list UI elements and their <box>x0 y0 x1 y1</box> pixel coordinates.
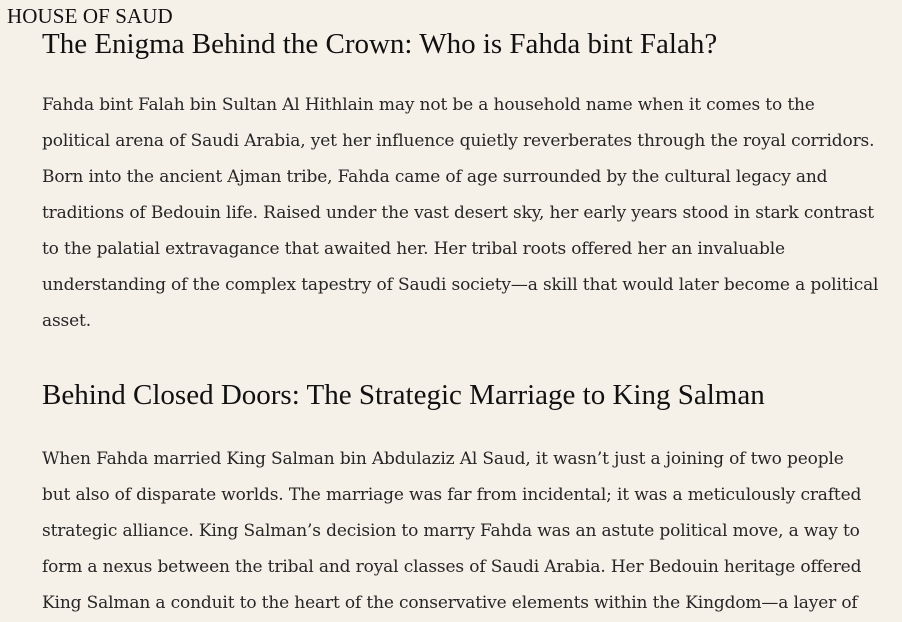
section-heading: Behind Closed Doors: The Strategic Marriage to King Salman <box>42 379 765 411</box>
paragraph-line: understanding of the complex tapestry of Saudi society—a skill that would later become a political <box>42 275 879 295</box>
article-body <box>42 26 902 621</box>
section-paragraph <box>42 441 902 621</box>
paragraph-line: Fahda bint Falah bin Sultan Al Hithlain may not be a household name when it comes to the <box>42 95 815 115</box>
paragraph-line: to the palatial extravagance that awaited her. Her tribal roots offered her an invaluable <box>42 239 785 259</box>
site-brand[interactable]: HOUSE OF SAUD <box>7 4 173 28</box>
paragraph-line: but also of disparate worlds. The marriage was far from incidental; it was a meticulously crafted <box>42 485 862 505</box>
paragraph-line: asset. <box>42 311 91 331</box>
paragraph-line: strategic alliance. King Salman’s decision to marry Fahda was an astute political move, a way to <box>42 521 860 541</box>
section-paragraph <box>42 87 902 339</box>
paragraph-line: Born into the ancient Ajman tribe, Fahda came of age surrounded by the cultural legacy and <box>42 167 828 187</box>
paragraph-line: King Salman a conduit to the heart of the conservative elements within the Kingdom—a layer of <box>42 593 858 613</box>
section-heading: The Enigma Behind the Crown: Who is Fahda bint Falah? <box>42 28 718 60</box>
paragraph-line: When Fahda married King Salman bin Abdulaziz Al Saud, it wasn’t just a joining of two people <box>42 449 844 469</box>
paragraph-line: form a nexus between the tribal and royal classes of Saudi Arabia. Her Bedouin heritage offered <box>42 557 862 577</box>
paragraph-line: political arena of Saudi Arabia, yet her influence quietly reverberates through the royal corridors. <box>42 131 875 151</box>
paragraph-line: traditions of Bedouin life. Raised under the vast desert sky, her early years stood in stark contrast <box>42 203 874 223</box>
